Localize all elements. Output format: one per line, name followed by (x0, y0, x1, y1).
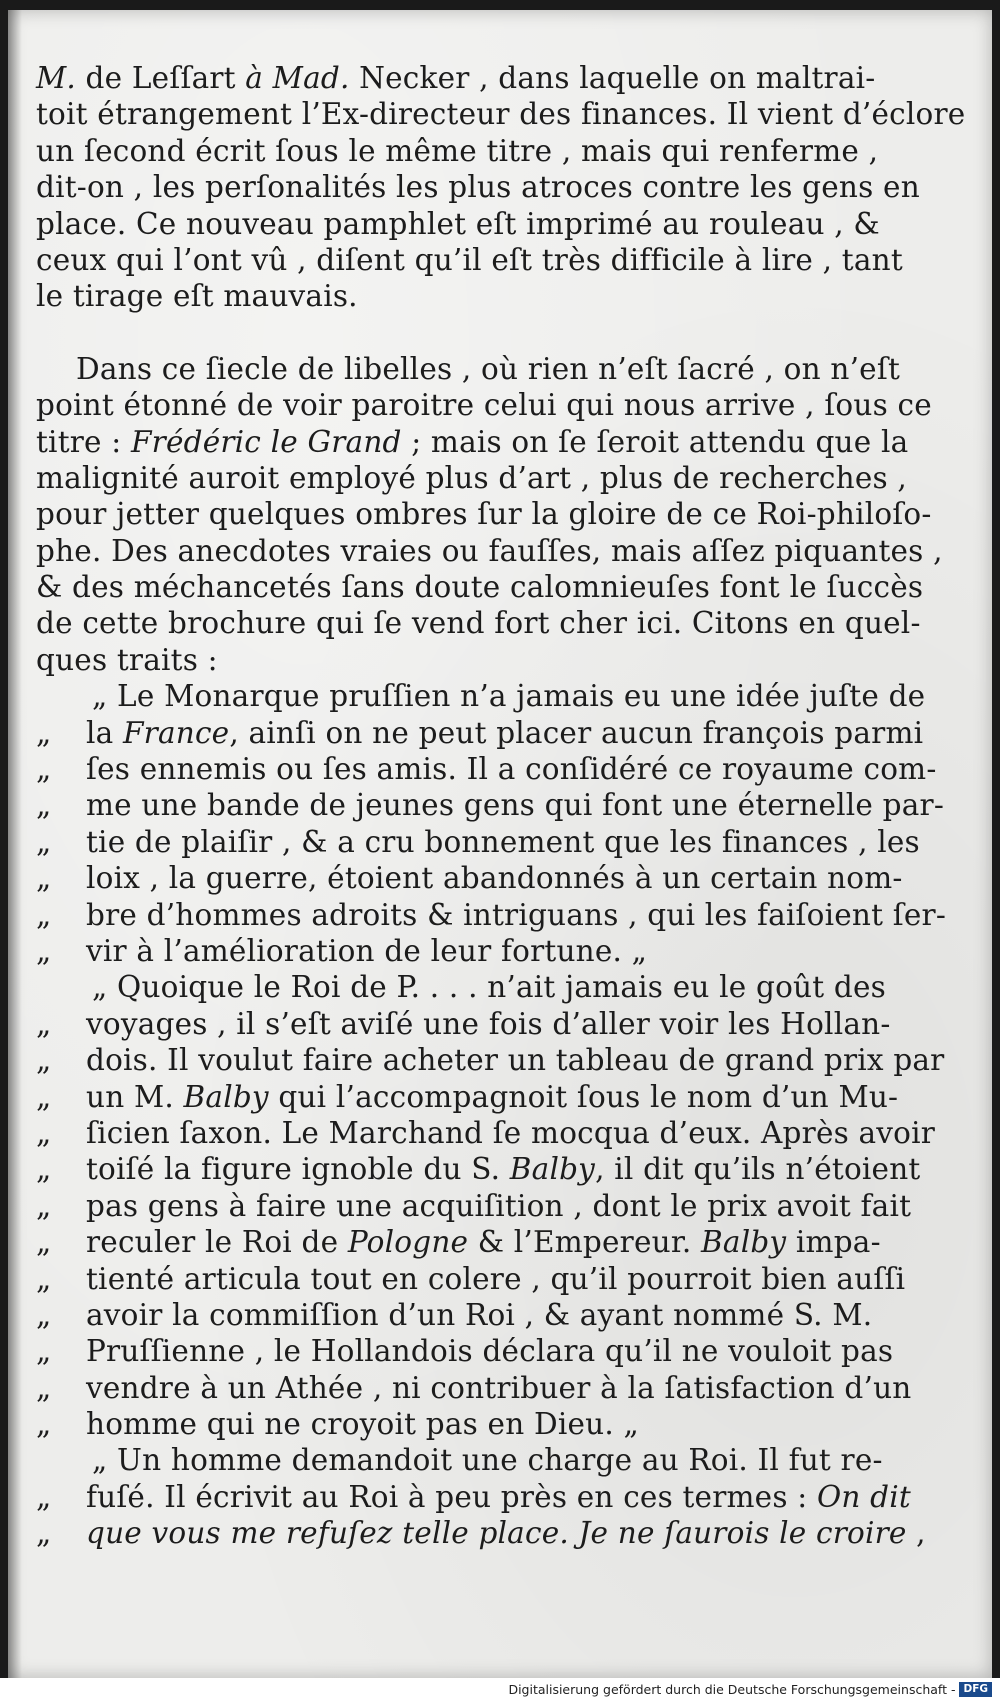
text-run: Dans ce ſiecle de libelles , où rien n’eſt ſacré , on n’eſt (76, 351, 901, 386)
text-run: homme qui ne croyoit pas en Dieu. „ (86, 1407, 639, 1442)
text-run: Necker , dans laquelle on maltrai- (349, 61, 876, 95)
text-line (36, 169, 966, 205)
text-run: phe. Des anecdotes vraies ou fauſſes, mais aſſez piquantes , (36, 533, 943, 568)
quote-mark: „ (36, 752, 52, 787)
text-run: malignité auroit employé plus d’art , plus de recherches , (36, 460, 908, 495)
text-line (36, 1370, 966, 1406)
text-line (36, 642, 966, 678)
text-line (36, 1188, 966, 1224)
text-run: ceux qui l’ont vû , diſent qu’il eſt très difficile à lire , tant (36, 242, 903, 277)
quote-mark: „ (36, 1479, 52, 1514)
text-run: & l’Empereur. (468, 1225, 702, 1260)
text-run: vendre à un Athée , ni contribuer à la ſatisfaction d’un (86, 1370, 912, 1405)
text-run: place. Ce nouveau pamphlet eſt imprimé au rouleau , & (36, 206, 880, 241)
text-run: tie de plaiſir , & a cru bonnement que les finances , les (86, 824, 920, 859)
text-run: tienté articula tout en colere , qu’il pourroit bien auſſi (86, 1261, 906, 1296)
text-run: un ſecond écrit ſous le même titre , mais qui renferme , (36, 133, 879, 168)
text-run: me une bande de jeunes gens qui font une éternelle par- (86, 788, 945, 823)
text-run: loix , la guerre, étoient abandonnés à un certain nom- (86, 861, 903, 896)
text-line (36, 60, 966, 96)
text-line (36, 605, 966, 641)
text-run: & des méchancetés ſans doute calomnieuſes font le ſuccès (36, 570, 924, 605)
quote-mark: „ (36, 1334, 52, 1369)
text-line (36, 824, 966, 860)
quote-mark: „ (36, 715, 52, 750)
text-line (36, 1515, 966, 1551)
page-text (36, 60, 966, 1552)
text-run: „ Quoique le Roi de P. . . . n’ait jamais eu le goût des (92, 970, 886, 1005)
text-run: pour jetter quelques ombres ſur la gloire de ce Roi-philoſo- (36, 497, 932, 532)
scanned-page (8, 10, 992, 1678)
text-line (36, 1042, 966, 1078)
text-run: toiſé la figure ignoble du S. (86, 1152, 510, 1187)
footer-credit-text: Digitalisierung gefördert durch die Deutsche Forschungsgemeinschaft - (508, 1681, 956, 1697)
text-run: ques traits : (36, 642, 218, 677)
digitization-footer (0, 1678, 1000, 1700)
text-run: un M. (86, 1079, 184, 1114)
text-run: de cette brochure qui ſe vend fort cher ici. Citons en quel- (36, 606, 921, 641)
text-run: ſicien ſaxon. Le Marchand ſe mocqua d’eux. Après avoir (86, 1115, 936, 1150)
quote-mark: „ (36, 1006, 52, 1041)
text-line (36, 678, 966, 714)
text-line (36, 278, 966, 314)
quote-mark: „ (36, 1043, 52, 1078)
text-line (36, 1333, 966, 1369)
page-shadow-edge (8, 10, 22, 1678)
italic-text: Frédéric le Grand (131, 424, 402, 459)
text-line (36, 860, 966, 896)
quote-mark: „ (36, 1370, 52, 1405)
quote-mark: „ (36, 824, 52, 859)
text-line (36, 424, 966, 460)
text-line (36, 206, 966, 242)
text-run: Pruſſienne , le Hollandois déclara qu’il ne vouloit pas (86, 1334, 894, 1369)
quote-mark: „ (36, 788, 52, 823)
italic-text: Balby (183, 1079, 269, 1114)
quote-mark: „ (36, 861, 52, 896)
text-line (36, 715, 966, 751)
text-line (36, 1297, 966, 1333)
quote-mark: „ (36, 1261, 52, 1296)
text-run: de Leſſart (75, 61, 246, 95)
text-line (36, 133, 966, 169)
text-run: qui l’accompagnoit ſous le nom d’un Mu- (268, 1079, 899, 1114)
text-line (36, 96, 966, 132)
text-run: la (86, 715, 123, 750)
text-line (36, 933, 966, 969)
italic-text: à Mad. (245, 61, 350, 95)
text-run: titre : (36, 424, 131, 459)
text-line (36, 533, 966, 569)
text-line (36, 460, 966, 496)
text-run: „ Un homme demandoit une charge au Roi. Il fut re- (92, 1443, 883, 1478)
text-line (36, 1261, 966, 1297)
text-run: ; mais on ſe ſeroit attendu que la (401, 424, 909, 459)
italic-text: On dit (816, 1479, 911, 1514)
text-line (36, 751, 966, 787)
text-line (36, 1406, 966, 1442)
text-run: impa- (786, 1225, 881, 1260)
text-run: dois. Il voulut faire acheter un tableau de grand prix par (86, 1043, 945, 1078)
quote-mark: „ (36, 933, 52, 968)
text-run: reculer le Roi de (86, 1225, 348, 1260)
text-line (36, 969, 966, 1005)
quote-mark: „ (36, 1297, 52, 1332)
text-run: pas gens à faire une acquiſition , dont le prix avoit fait (86, 1188, 912, 1223)
text-line (36, 351, 966, 387)
text-line (36, 242, 966, 278)
quote-mark: „ (36, 1225, 52, 1260)
quote-mark: „ (36, 1079, 52, 1114)
text-run: , (906, 1516, 926, 1551)
text-line (36, 496, 966, 532)
italic-text: Pologne (347, 1225, 469, 1260)
italic-text: que vous me refuſez telle place. Je ne ſaurois le croire (86, 1516, 907, 1551)
text-run: toit étrangement l’Ex-directeur des finances. Il vient d’éclore (36, 97, 966, 132)
text-line (36, 569, 966, 605)
text-line (36, 787, 966, 823)
text-line (36, 387, 966, 423)
dfg-logo: DFG (959, 1682, 992, 1697)
paragraph-gap (36, 315, 966, 351)
text-line (36, 1006, 966, 1042)
text-line (36, 1224, 966, 1260)
text-run: , il dit qu’ils n’étoient (595, 1152, 921, 1187)
italic-text: Balby (509, 1152, 596, 1187)
text-run: point étonné de voir paroitre celui qui nous arrive , ſous ce (36, 388, 932, 423)
text-run: le tirage eſt mauvais. (36, 279, 358, 314)
text-line (36, 1151, 966, 1187)
text-run: avoir la commiſſion d’un Roi , & ayant nommé S. M. (86, 1297, 873, 1332)
text-line (36, 1115, 966, 1151)
text-line (36, 1479, 966, 1515)
text-line (36, 1442, 966, 1478)
quote-mark: „ (36, 1407, 52, 1442)
text-run: bre d’hommes adroits & intriguans , qui les faiſoient ſer- (86, 897, 946, 932)
text-line (36, 897, 966, 933)
quote-mark: „ (36, 897, 52, 932)
quote-mark: „ (36, 1516, 52, 1551)
quote-mark: „ (36, 1188, 52, 1223)
text-run: , ainſi on ne peut placer aucun françois parmi (229, 715, 924, 750)
text-run: vir à l’amélioration de leur fortune. „ (86, 933, 648, 968)
text-run: fuſé. Il écrivit au Roi à peu près en ces termes : (86, 1479, 817, 1514)
text-run: dit-on , les perſonalités les plus atroces contre les gens en (36, 170, 920, 205)
text-run: „ Le Monarque pruſſien n’a jamais eu une idée juſte de (92, 679, 926, 714)
italic-text: M. (36, 61, 76, 95)
text-run: voyages , il s’eſt aviſé une fois d’aller voir les Hollan- (86, 1006, 891, 1041)
quote-mark: „ (36, 1115, 52, 1150)
quote-mark: „ (36, 1152, 52, 1187)
text-run: ſes ennemis ou ſes amis. Il a conſidéré ce royaume com- (86, 752, 937, 787)
text-line (36, 1079, 966, 1115)
italic-text: Balby (701, 1225, 787, 1260)
italic-text: France (123, 715, 230, 750)
